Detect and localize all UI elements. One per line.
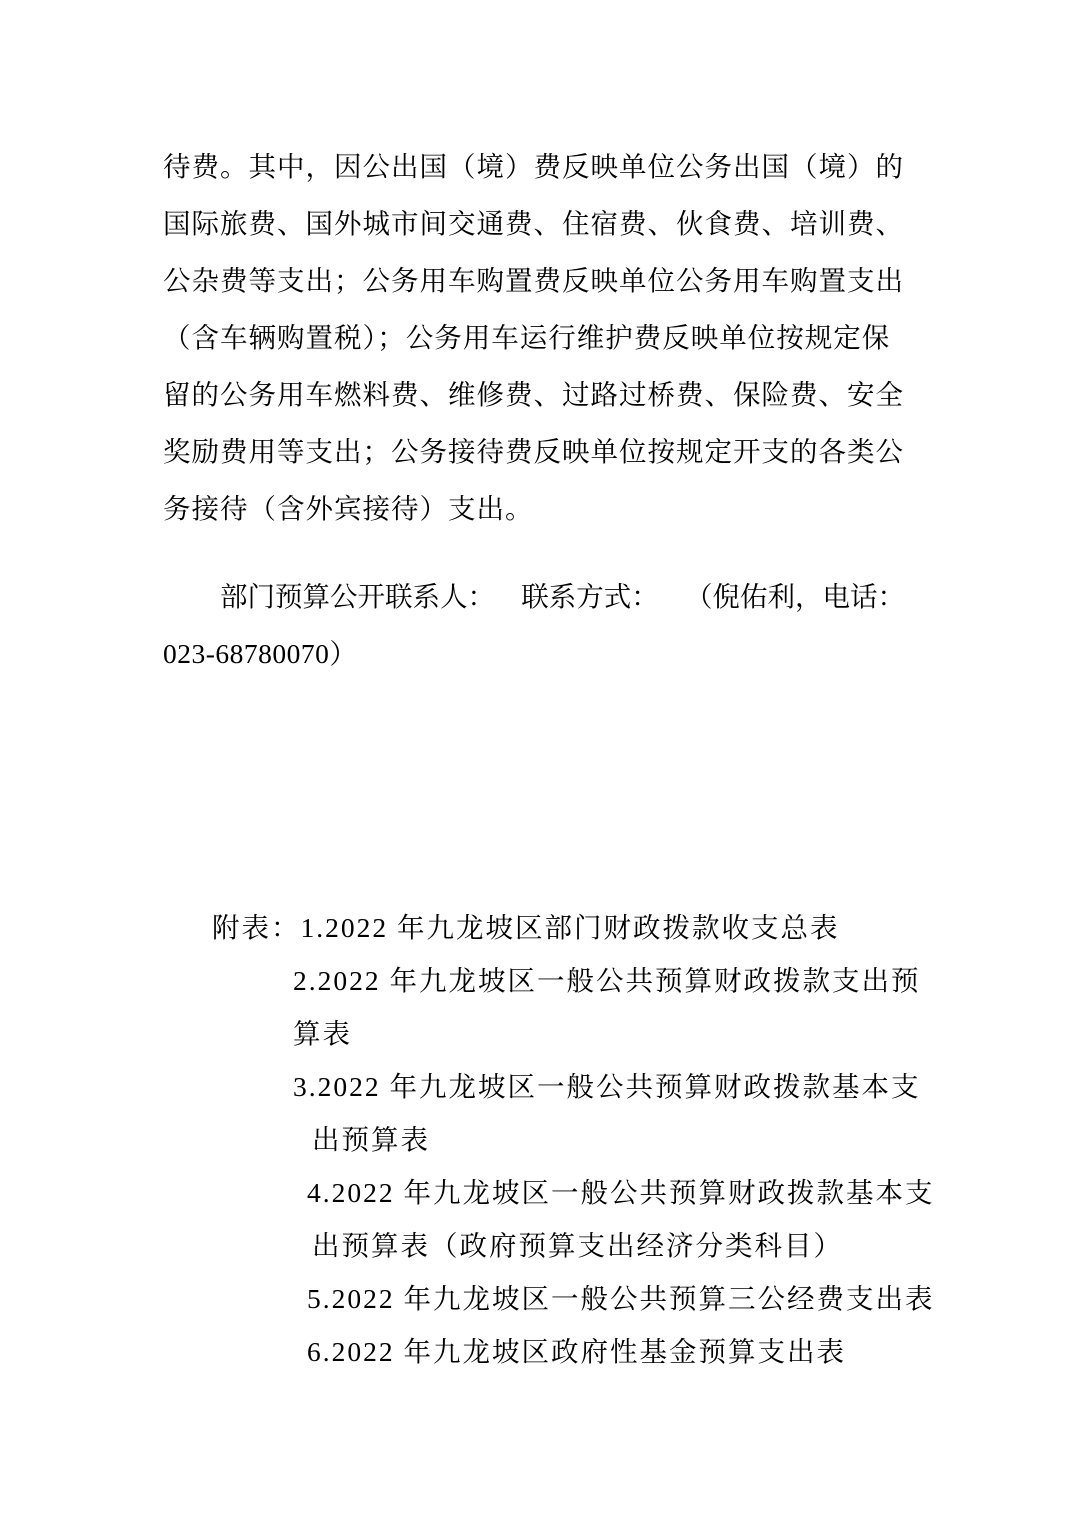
contact-phone: 023-68780070） <box>163 638 358 669</box>
attachment-row <box>163 1325 943 1378</box>
attachment-list <box>163 901 943 1378</box>
paragraph-line: 国际旅费、国外城市间交通费、住宿费、伙食费、培训费、 <box>163 208 904 239</box>
paragraph-line: （含车辆购置税）；公务用车运行维护费反映单位按规定保 <box>163 322 891 353</box>
attachment-row <box>163 1007 943 1060</box>
paragraph-line: 公杂费等支出；公务用车购置费反映单位公务用车购置支出 <box>163 265 904 296</box>
attachment-item-3: 3.2022 年九龙坡区一般公共预算财政拨款基本支 <box>293 1071 921 1102</box>
paragraph-line: 务接待（含外宾接待）支出。 <box>163 493 534 524</box>
attachment-item-4-continued: 出预算表（政府预算支出经济分类科目） <box>312 1230 843 1261</box>
attachment-item-5: 5.2022 年九龙坡区一般公共预算三公经费支出表 <box>307 1283 935 1314</box>
contact-person-detail: （倪佑利，电话： <box>685 581 905 612</box>
paragraph-line: 待费。其中，因公出国（境）费反映单位公务出国（境）的 <box>163 151 904 182</box>
attachment-row <box>163 1219 943 1272</box>
contact-line <box>163 568 905 625</box>
attachment-item-1: 1.2022 年九龙坡区部门财政拨款收支总表 <box>300 912 840 943</box>
contact-person-label: 部门预算公开联系人： <box>220 581 495 612</box>
attachment-row <box>163 1166 943 1219</box>
contact-method-label: 联系方式： <box>521 581 659 612</box>
attachment-item-3-continued: 出预算表 <box>312 1124 430 1155</box>
contact-info <box>163 568 905 682</box>
attachment-row <box>163 1060 943 1113</box>
attachment-item-2-continued: 算表 <box>293 1018 352 1049</box>
attachment-row <box>163 954 943 1007</box>
paragraph-line: 留的公务用车燃料费、维修费、过路过桥费、保险费、安全 <box>163 379 904 410</box>
attachment-item-2: 2.2022 年九龙坡区一般公共预算财政拨款支出预 <box>293 965 921 996</box>
body-paragraph <box>163 138 905 537</box>
attachment-row <box>163 1113 943 1166</box>
attachment-list-label: 附表： <box>212 912 301 943</box>
attachment-item-4: 4.2022 年九龙坡区一般公共预算财政拨款基本支 <box>307 1177 935 1208</box>
attachment-row <box>163 901 943 954</box>
attachment-row <box>163 1272 943 1325</box>
paragraph-line: 奖励费用等支出；公务接待费反映单位按规定开支的各类公 <box>163 436 904 467</box>
attachment-item-6: 6.2022 年九龙坡区政府性基金预算支出表 <box>307 1336 846 1367</box>
